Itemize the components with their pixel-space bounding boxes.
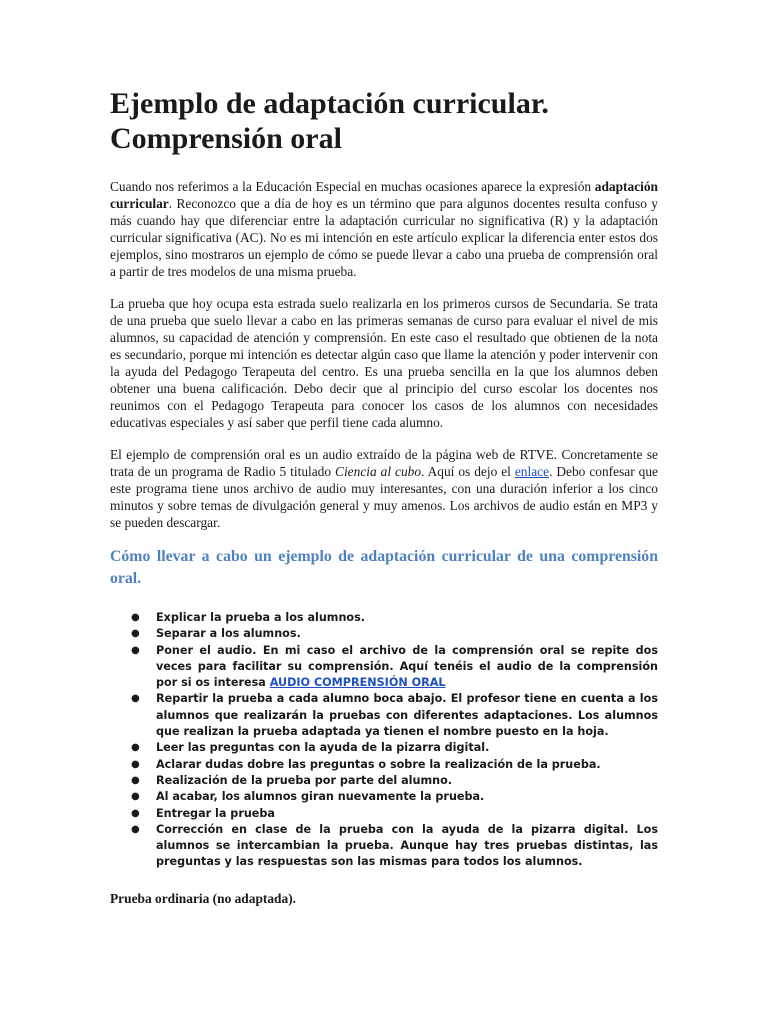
audio-text-3: . Debo confesar que este programa tiene unos archivo de audio muy interesantes, con una duración inferior a los cinco minutos y sobre temas de divulgación general y muy amenos. Los archivos de audio están en MP3 y se pueden descargar.	[110, 464, 658, 530]
bullet-icon: ●	[131, 774, 140, 786]
audio-link[interactable]: AUDIO COMPRENSIÓN ORAL	[269, 676, 446, 690]
intro-bold-term: adaptación curricular	[110, 179, 658, 211]
list-item: ● Repartir la prueba a cada alumno boca abajo. El profesor tiene en cuenta a los alumnos que realizarán la pruebas con diferentes adaptaciones. Los alumnos que realizan la prueba adaptada ya tienen el nombre puesto en la hoja.	[131, 692, 658, 739]
bullet-icon: ●	[131, 823, 140, 835]
list-item: ● Explicar la prueba a los alumnos.	[110, 610, 658, 626]
page-title-line1: Ejemplo de adaptación curricular.	[110, 87, 549, 120]
intro-text-1: Cuando nos referimos a la Educación Especial en muchas ocasiones aparece la expresión	[110, 179, 595, 194]
bullet-icon: ●	[131, 791, 140, 803]
program-title: Ciencia al cubo	[335, 464, 422, 479]
steps-list	[110, 610, 658, 871]
list-item: ● Leer las preguntas con la ayuda de la pizarra digital.	[110, 740, 658, 756]
list-item: ● Realización de la prueba por parte del alumno.	[110, 773, 658, 789]
list-item: ● Poner el audio. En mi caso el archivo de la comprensión oral se repite dos veces para facilitar su comprensión. Aquí tenéis el audio de la comprensión por si os interesa AUDIO COMPRENSIÓN ORAL	[131, 643, 658, 690]
bullet-icon: ●	[131, 758, 140, 770]
bullet-icon: ●	[131, 612, 140, 623]
bullet-icon: ●	[131, 628, 140, 640]
list-item: ● Corrección en clase de la prueba con la ayuda de la pizarra digital. Los alumnos se intercambian la prueba. Aunque hay tres pruebas distintas, las preguntas y las respuestas son las mismas para todos los alumnos.	[131, 822, 658, 869]
intro-text-2: . Reconozco que a día de hoy es un término que para algunos docentes resulta confuso y más cuando hay que diferenciar entre la adaptación curricular no significativa (R) y la adaptación curricular significativa (AC). No es mi intención en este artículo explicar la diferencia enter estos dos ejemplos, sino mostraros un ejemplo de cómo se puede llevar a cabo una prueba de comprensión oral a partir de tres modelos de una misma prueba.	[110, 196, 658, 279]
bullet-icon: ●	[131, 807, 140, 819]
page-title	[110, 86, 658, 156]
context-paragraph: La prueba que hoy ocupa esta estrada suelo realizarla en los primeros cursos de Secundaria. Se trata de una prueba que suelo llevar a cabo en las primeras semanas de curso para evaluar el nivel de mis alumnos, su capacidad de atención y comprensión. En este caso el resultado que obtienen de la nota es secundario, porque mi intención es detectar algún caso que llame la atención y poder intervenir con la ayuda del Pedagogo Terapeuta del centro. Es una prueba sencilla en la que los alumnos deben obtener una buena calificación. Debo decir que al principio del curso escolar los docentes nos reunimos con el Pedagogo Terapeuta para conocer los casos de los alumnos con necesidades educativas especiales y así saber que perfil tiene cada alumno.	[110, 296, 658, 430]
bullet-icon: ●	[131, 644, 140, 656]
bullet-icon: ●	[131, 693, 140, 705]
subheading: Prueba ordinaria (no adaptada).	[110, 890, 296, 906]
enlace-link[interactable]: enlace	[514, 464, 550, 479]
list-item: ● Aclarar dudas dobre las preguntas o sobre la realización de la prueba.	[110, 757, 658, 773]
audio-paragraph	[110, 446, 658, 531]
intro-paragraph	[110, 178, 658, 280]
list-item: ● Entregar la prueba	[110, 806, 658, 822]
section-heading: Cómo llevar a cabo un ejemplo de adaptación curricular de una comprensión oral.	[110, 548, 658, 587]
page-title-line2: Comprensión oral	[110, 122, 342, 155]
list-item: ● Separar a los alumnos.	[110, 626, 658, 642]
list-item: ● Al acabar, los alumnos giran nuevamente la prueba.	[110, 789, 658, 805]
bullet-icon: ●	[131, 742, 140, 754]
audio-text-2: . Aquí os dejo el	[421, 464, 515, 479]
audio-text-1: El ejemplo de comprensión oral es un audio extraído de la página web de RTVE. Concretamente se trata de un programa de Radio 5 titulado	[110, 447, 658, 479]
